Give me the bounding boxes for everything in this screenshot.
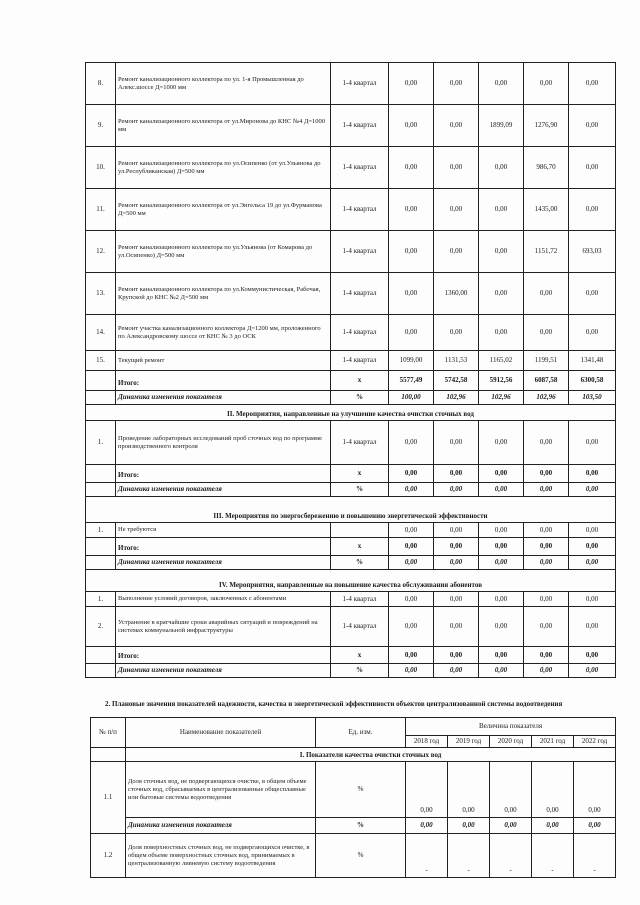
- value-cell: 0,00: [389, 664, 434, 678]
- value-cell: 0,00: [389, 189, 434, 231]
- period-cell: 1-4 квартал: [331, 607, 389, 647]
- value-cell: 0,00: [524, 607, 569, 647]
- value-cell: 0,00: [434, 592, 479, 607]
- dynamics-label: Динамика изменения показателя: [116, 664, 331, 678]
- value-cell: -: [574, 834, 616, 878]
- value-cell: 0,00: [524, 664, 569, 678]
- value-cell: 0,00: [479, 147, 524, 189]
- value-cell: 0,00: [574, 818, 616, 834]
- value-cell: 0,00: [434, 189, 479, 231]
- period-cell: 1-4 квартал: [331, 189, 389, 231]
- value-cell: 0,00: [569, 523, 616, 538]
- measure-name: Ремонт канализационного коллектора от ул.Миронова до КНС №4 Д=1000 мм: [116, 105, 331, 147]
- empty-cell: [86, 664, 116, 678]
- total-row: [86, 371, 616, 391]
- dynamics-row: [86, 556, 616, 570]
- value-cell: 0,00: [524, 483, 569, 497]
- header-year: 2022 год: [574, 736, 616, 748]
- value-cell: 0,00: [434, 147, 479, 189]
- value-cell: 0,00: [569, 421, 616, 465]
- row-number: 13.: [86, 273, 116, 315]
- total-row: [86, 465, 616, 483]
- value-cell: 0,00: [448, 762, 490, 818]
- value-cell: 0,00: [479, 647, 524, 664]
- measure-row: [86, 105, 616, 147]
- value-cell: 1099,00: [389, 351, 434, 371]
- value-cell: 0,00: [434, 664, 479, 678]
- period-cell: 1-4 квартал: [331, 105, 389, 147]
- value-cell: 986,70: [524, 147, 569, 189]
- value-cell: 1151,72: [524, 231, 569, 273]
- header-year: 2021 год: [532, 736, 574, 748]
- value-cell: 1360,00: [434, 273, 479, 315]
- value-cell: 102,96: [524, 391, 569, 405]
- value-cell: 0,00: [389, 538, 434, 556]
- dynamics-label: Динамика изменения показателя: [126, 818, 316, 834]
- row-number: 1.: [86, 523, 116, 538]
- header-year: 2018 год: [406, 736, 448, 748]
- value-cell: 0,00: [389, 647, 434, 664]
- measure-row: [86, 63, 616, 105]
- value-cell: 0,00: [389, 483, 434, 497]
- unit-cell: %: [331, 664, 389, 678]
- value-cell: 0,00: [434, 231, 479, 273]
- value-cell: 0,00: [569, 607, 616, 647]
- row-number: 1.: [86, 592, 116, 607]
- measure-name: Ремонт канализационного коллектора по ул.Осипенко (от ул.Ульянова до ул.Республиканская) Д=500 мм: [116, 147, 331, 189]
- measure-name: Выполнение условий договоров, заключенных с абонентами: [116, 592, 331, 607]
- value-cell: 0,00: [479, 664, 524, 678]
- value-cell: 100,00: [389, 391, 434, 405]
- measure-name: Ремонт участка канализационного коллектора Д=1200 мм, проложенного по Александровскому шоссе от КНС № 3 до ОСК: [116, 315, 331, 351]
- value-cell: 0,00: [479, 556, 524, 570]
- empty-cell: [86, 538, 116, 556]
- row-number: 8.: [86, 63, 116, 105]
- value-cell: 0,00: [569, 105, 616, 147]
- unit-cell: %: [316, 818, 406, 834]
- value-cell: 0,00: [434, 556, 479, 570]
- value-cell: 0,00: [524, 592, 569, 607]
- row-number: 10.: [86, 147, 116, 189]
- value-cell: 0,00: [569, 483, 616, 497]
- indicator-name: Доля поверхностных сточных вод, не подвергающихся очистке, в общем объеме поверхностных сточных вод, принимаемых в централизованную ливневую систему водоотведения: [126, 834, 316, 878]
- value-cell: 0,00: [569, 538, 616, 556]
- value-cell: 0,00: [434, 523, 479, 538]
- unit-cell: %: [331, 556, 389, 570]
- value-cell: 5742,58: [434, 371, 479, 391]
- value-cell: 0,00: [389, 315, 434, 351]
- measure-row: [86, 351, 616, 371]
- value-cell: 0,00: [434, 607, 479, 647]
- dynamics-label: Динамика изменения показателя: [116, 391, 331, 405]
- period-cell: [331, 523, 389, 538]
- value-cell: 0,00: [434, 105, 479, 147]
- value-cell: -: [406, 834, 448, 878]
- value-cell: 0,00: [479, 231, 524, 273]
- value-cell: 0,00: [479, 592, 524, 607]
- row-number: 14.: [86, 315, 116, 351]
- empty-cell: [86, 483, 116, 497]
- value-cell: 0,00: [569, 664, 616, 678]
- value-cell: 0,00: [524, 421, 569, 465]
- value-cell: 0,00: [389, 523, 434, 538]
- empty-cell: [86, 647, 116, 664]
- value-cell: 6087,58: [524, 371, 569, 391]
- period-cell: 1-4 квартал: [331, 351, 389, 371]
- value-cell: 103,50: [569, 391, 616, 405]
- value-cell: 0,00: [434, 465, 479, 483]
- value-cell: 5577,49: [389, 371, 434, 391]
- value-cell: 0,00: [479, 538, 524, 556]
- period-cell: 1-4 квартал: [331, 315, 389, 351]
- dynamics-row: [86, 483, 616, 497]
- value-cell: 0,00: [434, 315, 479, 351]
- value-cell: 0,00: [569, 189, 616, 231]
- indicator-row: [91, 762, 616, 818]
- value-cell: 0,00: [389, 105, 434, 147]
- value-cell: 1899,09: [479, 105, 524, 147]
- empty-cell: [86, 465, 116, 483]
- value-cell: 0,00: [479, 607, 524, 647]
- value-cell: -: [490, 834, 532, 878]
- measure-row: [86, 523, 616, 538]
- dynamics-row: [91, 818, 616, 834]
- value-cell: 0,00: [569, 556, 616, 570]
- value-cell: 0,00: [532, 818, 574, 834]
- value-cell: 102,96: [434, 391, 479, 405]
- total-label: Итого:: [116, 647, 331, 664]
- total-label: Итого:: [116, 538, 331, 556]
- value-cell: 0,00: [524, 647, 569, 664]
- value-cell: 0,00: [389, 607, 434, 647]
- value-cell: 0,00: [532, 762, 574, 818]
- period-cell: 1-4 квартал: [331, 63, 389, 105]
- row-number: 1.: [86, 421, 116, 465]
- measure-name: Ремонт канализационного коллектора по ул. 1-я Промышленная до Алекс.шоссе Д=1000 мм: [116, 63, 331, 105]
- value-cell: 0,00: [479, 523, 524, 538]
- measure-row: [86, 273, 616, 315]
- value-cell: -: [532, 834, 574, 878]
- value-cell: 0,00: [569, 465, 616, 483]
- measure-name: Ремонт канализационного коллектора по ул.Ульянова (от Комарова до ул.Осипенко) Д=500 мм: [116, 231, 331, 273]
- section-title: III. Мероприятия по энергосбережению и повышению энергетической эффективности: [86, 497, 616, 523]
- section-title: IV. Мероприятия, направленные на повышение качества обслуживания абонентов: [86, 570, 616, 592]
- indicator-row: [91, 834, 616, 878]
- value-cell: 0,00: [389, 231, 434, 273]
- value-cell: 0,00: [434, 538, 479, 556]
- section-title: II. Мероприятия, направленные на улучшение качества очистки сточных вод: [86, 405, 616, 421]
- dynamics-row: [86, 391, 616, 405]
- empty-cell: [86, 556, 116, 570]
- dynamics-label: Динамика изменения показателя: [116, 483, 331, 497]
- value-cell: 0,00: [524, 523, 569, 538]
- empty-cell: [86, 371, 116, 391]
- value-cell: 0,00: [389, 147, 434, 189]
- value-cell: 1435,00: [524, 189, 569, 231]
- measure-name: Устранение в кратчайшие сроки аварийных ситуаций и повреждений на системах коммунальной инфраструктуры: [116, 607, 331, 647]
- empty-cell: [86, 391, 116, 405]
- value-cell: 0,00: [406, 818, 448, 834]
- value-cell: 0,00: [389, 421, 434, 465]
- row-number: 15.: [86, 351, 116, 371]
- period-cell: 1-4 квартал: [331, 147, 389, 189]
- section-title: I. Показатели качества очистки сточных вод: [126, 748, 616, 762]
- value-cell: 1131,53: [434, 351, 479, 371]
- value-cell: 0,00: [479, 63, 524, 105]
- unit-cell: х: [331, 647, 389, 664]
- unit-cell: %: [331, 483, 389, 497]
- total-row: [86, 538, 616, 556]
- value-cell: 0,00: [574, 762, 616, 818]
- unit-cell: х: [331, 371, 389, 391]
- measure-row: [86, 147, 616, 189]
- value-cell: 0,00: [569, 592, 616, 607]
- value-cell: 0,00: [479, 483, 524, 497]
- value-cell: 0,00: [479, 315, 524, 351]
- header-row: [91, 718, 616, 736]
- value-cell: 0,00: [490, 818, 532, 834]
- header-values: Величина показателя: [406, 718, 616, 736]
- measure-name: Ремонт канализационного коллектора от ул.Энгельса 19 до ул.Фурманова Д=500 мм: [116, 189, 331, 231]
- row-number: 12.: [86, 231, 116, 273]
- value-cell: 0,00: [389, 63, 434, 105]
- value-cell: 0,00: [479, 273, 524, 315]
- row-number: 1.1: [91, 762, 126, 834]
- dynamics-row: [86, 664, 616, 678]
- unit-cell: %: [316, 834, 406, 878]
- value-cell: 0,00: [434, 421, 479, 465]
- value-cell: 0,00: [524, 538, 569, 556]
- value-cell: 693,03: [569, 231, 616, 273]
- total-label: Итого:: [116, 465, 331, 483]
- row-number: 1.2: [91, 834, 126, 878]
- measure-name: Не требуются: [116, 523, 331, 538]
- total-row: [86, 647, 616, 664]
- value-cell: 0,00: [434, 63, 479, 105]
- value-cell: 0,00: [569, 63, 616, 105]
- table-cell: [91, 748, 126, 762]
- value-cell: 0,00: [406, 762, 448, 818]
- total-label: Итого:: [116, 371, 331, 391]
- period-cell: 1-4 квартал: [331, 273, 389, 315]
- value-cell: 0,00: [479, 421, 524, 465]
- value-cell: 0,00: [389, 465, 434, 483]
- investment-table: [85, 62, 616, 678]
- value-cell: 0,00: [479, 465, 524, 483]
- value-cell: 0,00: [448, 818, 490, 834]
- measure-row: [86, 421, 616, 465]
- measure-name: Ремонт канализационного коллектора по ул.Коммунистическая, Рабочая, Крупской до КНС №2 Д=500 мм: [116, 273, 331, 315]
- value-cell: 0,00: [524, 63, 569, 105]
- value-cell: 0,00: [569, 647, 616, 664]
- value-cell: 0,00: [569, 315, 616, 351]
- value-cell: 0,00: [524, 315, 569, 351]
- value-cell: 1276,90: [524, 105, 569, 147]
- value-cell: 5912,56: [479, 371, 524, 391]
- unit-cell: х: [331, 465, 389, 483]
- value-cell: 1341,48: [569, 351, 616, 371]
- value-cell: 0,00: [434, 483, 479, 497]
- section-header-row: [86, 405, 616, 421]
- measure-row: [86, 592, 616, 607]
- header-year: 2019 год: [448, 736, 490, 748]
- section-header-row: [86, 570, 616, 592]
- table2-caption: 2. Плановые значения показателей надежности, качества и энергетической эффективности объектов централизованной системы водоотведения: [105, 700, 563, 708]
- dynamics-label: Динамика изменения показателя: [116, 556, 331, 570]
- value-cell: 0,00: [389, 273, 434, 315]
- value-cell: 0,00: [524, 556, 569, 570]
- section-header-row: [86, 497, 616, 523]
- measure-row: [86, 315, 616, 351]
- value-cell: 0,00: [389, 592, 434, 607]
- measure-row: [86, 607, 616, 647]
- value-cell: 0,00: [389, 556, 434, 570]
- section-header-row: [91, 748, 616, 762]
- indicator-name: Доля сточных вод, не подвергающихся очистке, в общем объеме сточных вод, сбрасываемых в централизованные общесплавные или бытовые системы водоотведения: [126, 762, 316, 818]
- unit-cell: %: [331, 391, 389, 405]
- unit-cell: %: [316, 762, 406, 818]
- value-cell: 0,00: [524, 465, 569, 483]
- value-cell: 0,00: [524, 273, 569, 315]
- value-cell: 1165,02: [479, 351, 524, 371]
- period-cell: 1-4 квартал: [331, 592, 389, 607]
- row-number: 2.: [86, 607, 116, 647]
- measure-row: [86, 189, 616, 231]
- value-cell: 0,00: [434, 647, 479, 664]
- value-cell: 6300,58: [569, 371, 616, 391]
- period-cell: 1-4 квартал: [331, 231, 389, 273]
- value-cell: 0,00: [569, 147, 616, 189]
- period-cell: 1-4 квартал: [331, 421, 389, 465]
- header-num: № п/п: [91, 718, 126, 748]
- value-cell: 1199,51: [524, 351, 569, 371]
- value-cell: 0,00: [490, 762, 532, 818]
- value-cell: 0,00: [569, 273, 616, 315]
- indicators-table: [90, 717, 616, 878]
- unit-cell: х: [331, 538, 389, 556]
- value-cell: 0,00: [479, 189, 524, 231]
- header-name: Наименование показателей: [126, 718, 316, 748]
- measure-row: [86, 231, 616, 273]
- measure-name: Текущий ремонт: [116, 351, 331, 371]
- header-year: 2020 год: [490, 736, 532, 748]
- value-cell: 102,96: [479, 391, 524, 405]
- header-unit: Ед. изм.: [316, 718, 406, 748]
- row-number: 9.: [86, 105, 116, 147]
- row-number: 11.: [86, 189, 116, 231]
- value-cell: -: [448, 834, 490, 878]
- measure-name: Проведение лабораторных исследований проб сточных вод по программе производственного контроля: [116, 421, 331, 465]
